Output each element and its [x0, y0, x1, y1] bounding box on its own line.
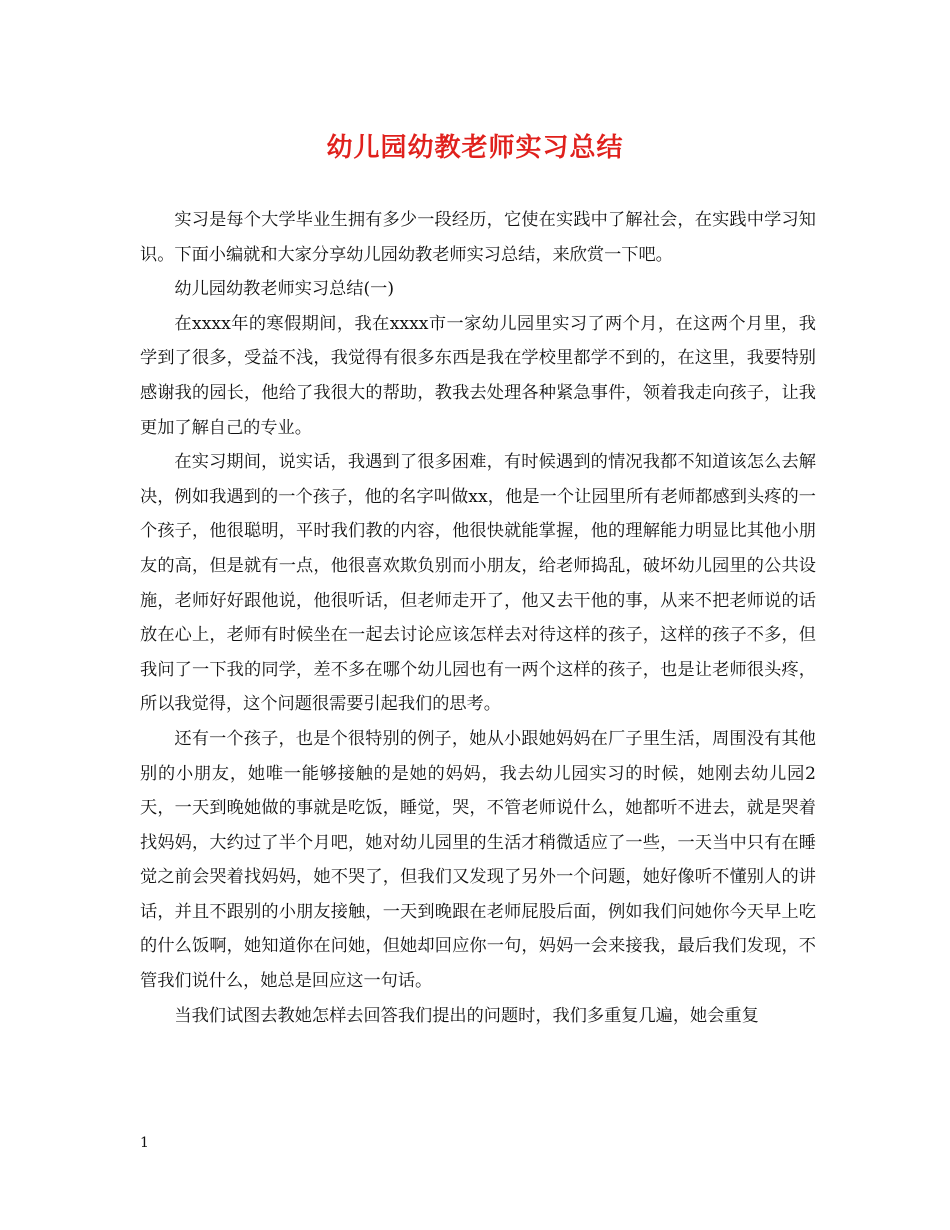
- body-paragraph-3: 还有一个孩子，也是个很特别的例子，她从小跟她妈妈在厂子里生活，周围没有其他别的小朋友，她唯一能够接触的是她的妈妈，我去幼儿园实习的时候，她刚去幼儿园2天，一天到晚她做的事就是吃饭，睡觉，哭，不管老师说什么，她都听不进去，就是哭着找妈妈，大约过了半个月吧，她对幼儿园里的生活才稍微适应了一些，一天当中只有在睡觉之前会哭着找妈妈，她不哭了，但我们又发现了另外一个问题，她好像听不懂别人的讲话，并且不跟别的小朋友接触，一天到晚跟在老师屁股后面，例如我们问她你今天早上吃的什么饭啊，她知道你在问她，但她却回应你一句，妈妈一会来接我，最后我们发现，不管我们说什么，她总是回应这一句话。: [140, 728, 816, 992]
- body-paragraph-2: 在实习期间，说实话，我遇到了很多困难，有时候遇到的情况我都不知道该怎么去解决，例如我遇到的一个孩子，他的名字叫做xx，他是一个让园里所有老师都感到头疼的一个孩子，他很聪明，平时我们教的内容，他很快就能掌握，他的理解能力明显比其他小朋友的高，但是就有一点，他很喜欢欺负别而小朋友，给老师捣乱，破坏幼儿园里的公共设施，老师好好跟他说，他很听话，但老师走开了，他又去干他的事，从来不把老师说的话放在心上，老师有时候坐在一起去讨论应该怎样去对待这样的孩子，这样的孩子不多，但我问了一下我的同学，差不多在哪个幼儿园也有一两个这样的孩子，也是让老师很头疼，所以我觉得，这个问题很需要引起我们的思考。: [140, 452, 816, 715]
- body-paragraph-1: 在xxxx年的寒假期间，我在xxxx市一家幼儿园里实习了两个月，在这两个月里，我学到了很多，受益不浅，我觉得有很多东西是我在学校里都学不到的，在这里，我要特别感谢我的园长，他给了我很大的帮助，教我去处理各种紧急事件，领着我走向孩子，让我更加了解自己的专业。: [140, 313, 816, 438]
- intro-paragraph: 实习是每个大学毕业生拥有多少一段经历，它使在实践中了解社会，在实践中学习知识。下面小编就和大家分享幼儿园幼教老师实习总结，来欣赏一下吧。: [140, 210, 816, 265]
- page-number: 1: [140, 1135, 149, 1151]
- page-title: 幼儿园幼教老师实习总结: [326, 133, 624, 163]
- document-body: [140, 203, 816, 1033]
- section-heading: 幼儿园幼教老师实习总结(一): [174, 279, 395, 300]
- body-paragraph-4: 当我们试图去教她怎样去回答我们提出的问题时，我们多重复几遍，她会重复: [174, 1005, 759, 1026]
